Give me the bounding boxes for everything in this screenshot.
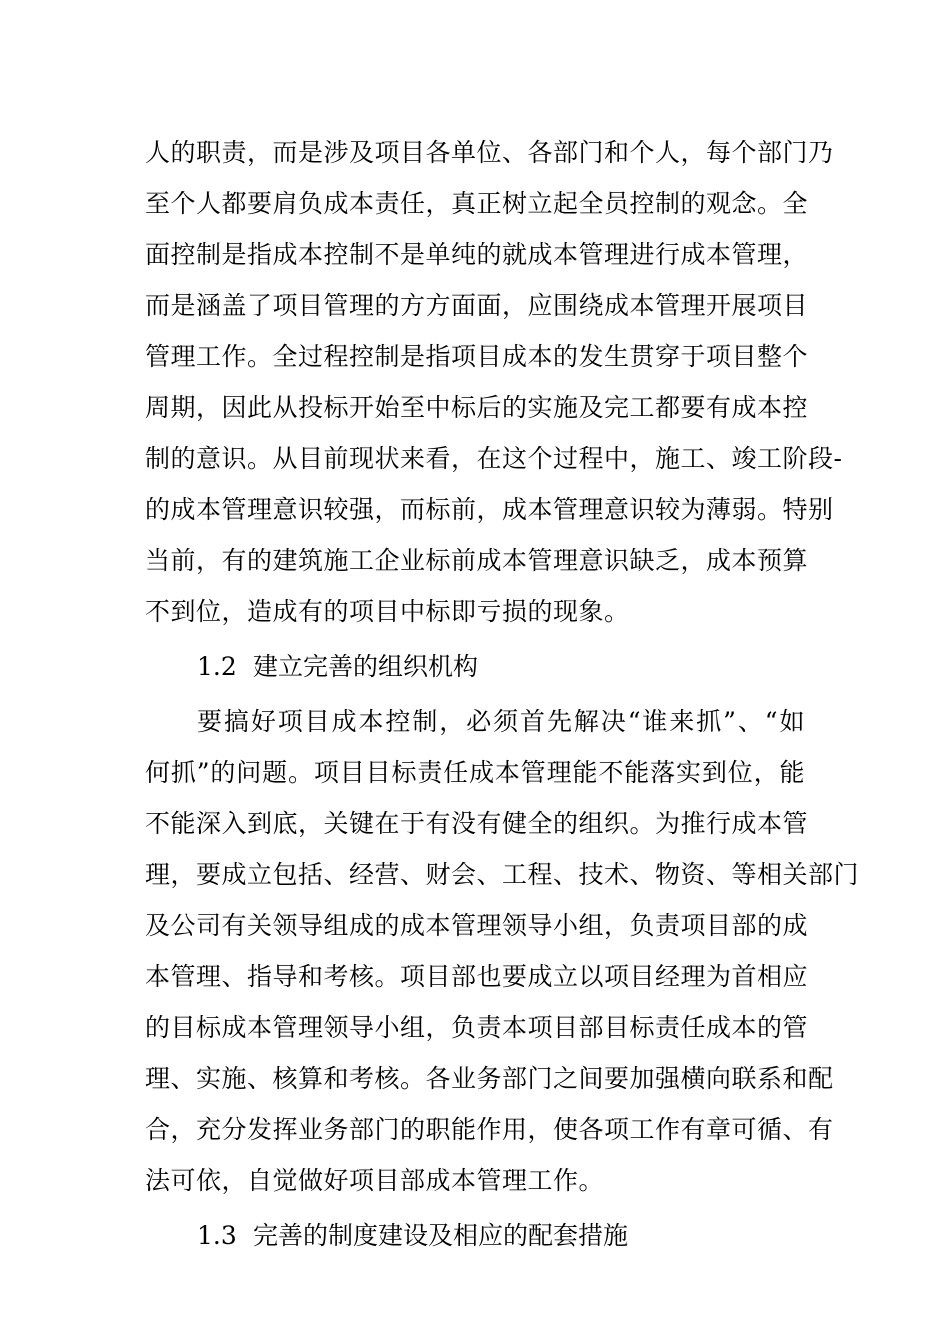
- text-line: 不能深入到底，关键在于有没有健全的组织。为推行成本管: [145, 809, 809, 838]
- text-line: 法可依，自觉做好项目部成本管理工作。: [145, 1166, 605, 1195]
- paragraph-full-participation: [145, 127, 843, 637]
- text-line: 要搞好项目成本控制，必须首先解决“谁来抓”、“如: [197, 707, 805, 736]
- text-line: 的目标成本管理领导小组，负责本项目部目标责任成本的管: [145, 1013, 809, 1042]
- section-title: 完善的制度建设及相应的配套措施: [253, 1221, 629, 1250]
- paragraph-organization: [145, 696, 860, 1206]
- section-number: 1.2: [197, 652, 237, 681]
- text-line: 理，要成立包括、经营、财会、工程、技术、物资、等相关部门: [145, 860, 860, 889]
- text-line: 制的意识。从目前现状来看，在这个过程中，施工、竣工阶段-: [145, 444, 843, 473]
- text-line: 及公司有关领导组成的成本管理领导小组，负责项目部的成: [145, 911, 809, 940]
- text-line: 合，充分发挥业务部门的职能作用，使各项工作有章可循、有: [145, 1115, 834, 1144]
- text-line: 管理工作。全过程控制是指项目成本的发生贯穿于项目整个: [145, 342, 809, 371]
- text-line: 至个人都要肩负成本责任，真正树立起全员控制的观念。全: [145, 189, 809, 218]
- text-line: 不到位，造成有的项目中标即亏损的现象。: [145, 597, 630, 626]
- section-number: 1.3: [197, 1221, 237, 1250]
- text-line: 本管理、指导和考核。项目部也要成立以项目经理为首相应: [145, 962, 809, 991]
- text-line: 的成本管理意识较强，而标前，成本管理意识较为薄弱。特别: [145, 495, 834, 524]
- section-heading-1-2: [145, 641, 805, 692]
- text-line: 何抓”的问题。项目目标责任成本管理能不能落实到位，能: [145, 758, 805, 787]
- section-heading-1-3: [145, 1210, 805, 1261]
- section-title: 建立完善的组织机构: [253, 652, 479, 681]
- text-line: 面控制是指成本控制不是单纯的就成本管理进行成本管理，: [145, 240, 809, 269]
- text-line: 当前，有的建筑施工企业标前成本管理意识缺乏，成本预算: [145, 546, 809, 575]
- text-line: 人的职责，而是涉及项目各单位、各部门和个人，每个部门乃: [145, 138, 834, 167]
- document-page: [145, 127, 860, 1265]
- text-line: 周期，因此从投标开始至中标后的实施及完工都要有成本控: [145, 393, 809, 422]
- text-line: 理、实施、核算和考核。各业务部门之间要加强横向联系和配: [145, 1064, 834, 1093]
- text-line: 而是涵盖了项目管理的方方面面，应围绕成本管理开展项目: [145, 291, 809, 320]
